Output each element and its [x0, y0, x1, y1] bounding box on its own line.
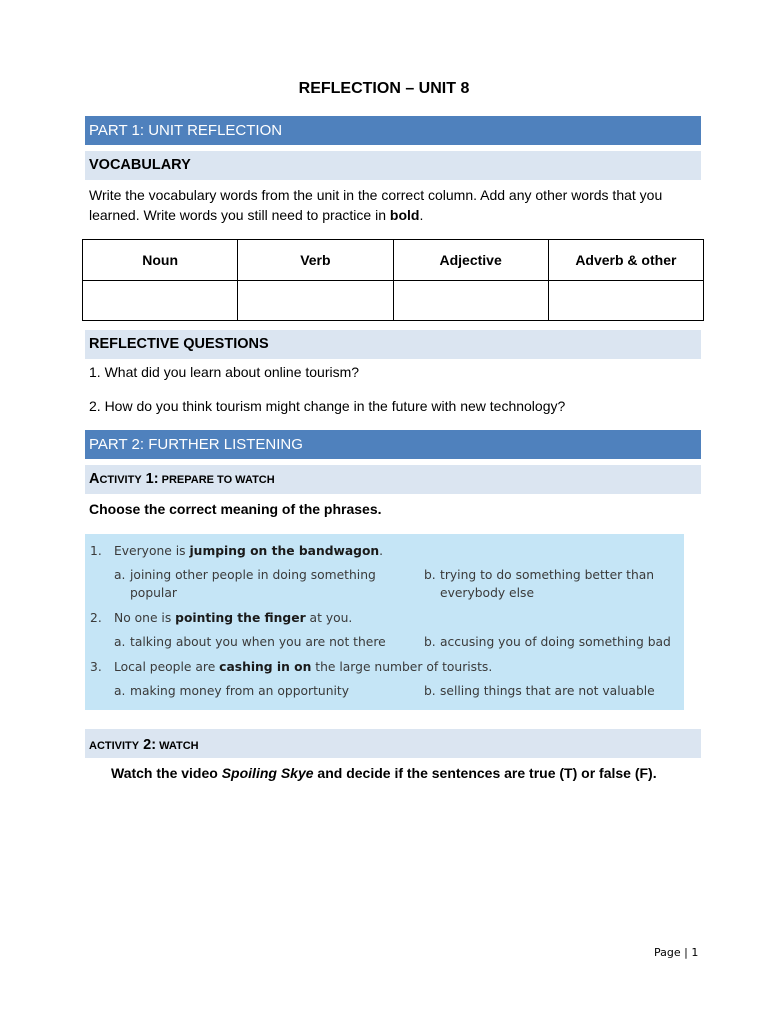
- page-number: Page | 1: [654, 946, 699, 959]
- item1-option-b[interactable]: [424, 566, 654, 602]
- column-adverb-other: Adverb & other: [548, 240, 703, 281]
- reflective-question-2: 2. How do you think tourism might change in the future with new technology?: [89, 398, 566, 414]
- item2-a-text: talking about you when you are not there: [130, 635, 386, 649]
- item2-option-a[interactable]: [114, 633, 386, 651]
- activity2-instruction: [111, 764, 701, 784]
- item3-b-letter: b.: [424, 684, 436, 698]
- item3-a-letter: a.: [114, 684, 126, 698]
- reflective-questions-header: REFLECTIVE QUESTIONS: [85, 330, 701, 359]
- item2-phrase: pointing the finger: [175, 611, 306, 625]
- activity1-header-word: CTIVITY: [99, 474, 142, 486]
- video-title: Spoiling Skye: [221, 765, 314, 781]
- item1-a-text: joining other people in doing something: [130, 568, 376, 582]
- item2-a-letter: a.: [114, 635, 126, 649]
- item2-b-letter: b.: [424, 635, 436, 649]
- item1-question: [114, 542, 383, 560]
- item1-option-a[interactable]: [114, 566, 376, 602]
- item3-option-a[interactable]: [114, 682, 349, 700]
- vocabulary-entry-row: [83, 281, 704, 321]
- activity1-header-initial: A: [89, 471, 100, 487]
- item1-post: .: [379, 544, 384, 558]
- item1-a-letter: a.: [114, 568, 126, 582]
- adjective-entry-cell[interactable]: [393, 281, 548, 321]
- column-adjective: Adjective: [393, 240, 548, 281]
- activity1-instruction: Choose the correct meaning of the phrases.: [89, 501, 382, 517]
- vocabulary-table: [82, 239, 704, 321]
- item1-number: 1.: [90, 544, 102, 558]
- item3-a-text: making money from an opportunity: [130, 684, 350, 698]
- item1-phrase: jumping on the bandwagon: [189, 544, 380, 558]
- item2-pre: No one is: [114, 611, 176, 625]
- item1-a-text-cont: popular: [130, 586, 177, 600]
- activity1-header-number: 1:: [141, 471, 159, 487]
- phrase-meanings-box: [85, 534, 684, 710]
- item3-b-text: selling things that are not valuable: [440, 684, 655, 698]
- noun-entry-cell[interactable]: [83, 281, 238, 321]
- item2-b-text: accusing you of doing something bad: [440, 635, 671, 649]
- activity2-header-number: 2:: [139, 737, 157, 753]
- activity2-instruction-pre: Watch the video: [111, 765, 222, 781]
- item2-question: [114, 609, 352, 627]
- activity2-header-subtitle: WATCH: [156, 740, 199, 752]
- activity1-header-subtitle: PREPARE TO WATCH: [158, 474, 275, 486]
- vocabulary-instruction-bold: bold: [389, 206, 420, 223]
- item3-number: 3.: [90, 660, 102, 674]
- verb-entry-cell[interactable]: [238, 281, 393, 321]
- item3-question: [114, 658, 492, 676]
- item3-post: the large number of tourists.: [311, 660, 493, 674]
- item2-option-b[interactable]: [424, 633, 671, 651]
- vocabulary-instruction-end: .: [419, 206, 424, 223]
- column-verb: Verb: [238, 240, 393, 281]
- item3-pre: Local people are: [114, 660, 220, 674]
- activity1-header: [85, 465, 701, 494]
- item2-post: at you.: [305, 611, 353, 625]
- vocabulary-instruction: [89, 186, 701, 225]
- part2-header: PART 2: FURTHER LISTENING: [85, 430, 701, 459]
- item2-number: 2.: [90, 611, 102, 625]
- document-title: REFLECTION – UNIT 8: [298, 80, 470, 97]
- activity2-header-word: ACTIVITY: [89, 740, 140, 752]
- part1-header: PART 1: UNIT REFLECTION: [85, 116, 701, 145]
- item1-b-text-cont: everybody else: [440, 586, 535, 600]
- reflective-question-1: 1. What did you learn about online tourism?: [89, 364, 360, 380]
- item1-b-letter: b.: [424, 568, 436, 582]
- item3-option-b[interactable]: [424, 682, 655, 700]
- adverb-entry-cell[interactable]: [548, 281, 703, 321]
- item1-b-text: trying to do something better than: [440, 568, 655, 582]
- activity2-header: [85, 729, 701, 758]
- vocabulary-instruction-text: Write the vocabulary words from the unit in the correct column. Add any other words that you learned. Write words you still need to practice in: [89, 187, 663, 223]
- activity2-instruction-post: and decide if the sentences are true (T) or false (F).: [313, 765, 657, 781]
- column-noun: Noun: [83, 240, 238, 281]
- item1-pre: Everyone is: [114, 544, 190, 558]
- vocabulary-header: VOCABULARY: [85, 151, 701, 180]
- item3-phrase: cashing in on: [219, 660, 312, 674]
- vocabulary-header-row: [83, 240, 704, 281]
